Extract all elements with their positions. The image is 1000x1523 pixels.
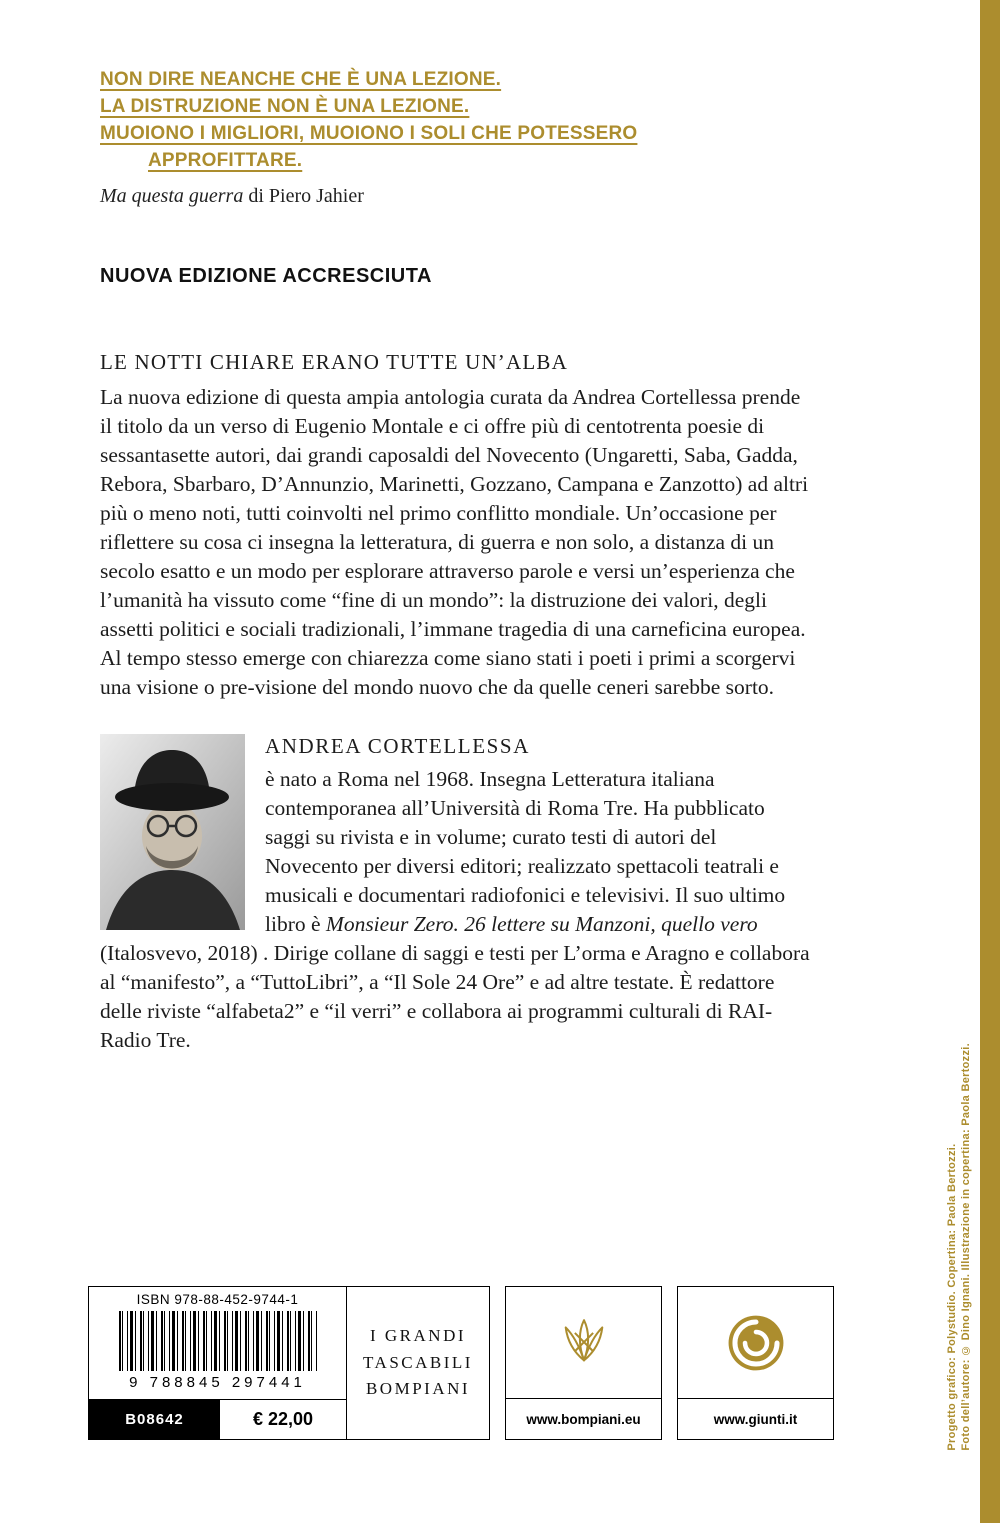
barcode-series-box: [88, 1286, 490, 1440]
footer-bar: [88, 1286, 834, 1440]
bompiani-flower-icon: [552, 1311, 616, 1375]
author-photo: [100, 734, 245, 930]
epigraph-line-text: NON DIRE NEANCHE CHE È UNA LEZIONE.: [100, 69, 502, 90]
credits-vertical-text: [945, 1043, 973, 1451]
epigraph-quote: [100, 66, 812, 174]
author-bio-continued: Il suo ultimo libro è: [265, 883, 786, 936]
series-line: I GRANDI: [369, 1326, 467, 1346]
epigraph-line: [148, 147, 812, 174]
synopsis-body: La nuova edizione di questa ampia antologia curata da Andrea Cortellessa prende il titolo da un verso di Eugenio Montale e ci offre più di centotrenta poesie di sessantasette autori, dai grandi caposaldi del Novecento (Ungaretti, Saba, Gadda, Rebora, Sbarbaro, D’Annunzio, Marinetti, Gozzano, Campana e Zanzotto) ad altri più o meno noti, tutti coinvolti nel primo conflitto mondiale. Un’occasione per riflettere su cosa ci insegna la letteratura, di guerra e non solo, a distanza di un secolo esatto e un modo per esplorare attraverso parole e versi un’esperienza che l’umanità ha vissuto come “fine di un mondo”: la distruzione dei valori, degli assetti politici e sociali tradizionali, l’immane tragedia di una carneficina europea. Al tempo stesso emerge con chiarezza come siano stati i poeti i primi a scorgervi una visione o pre-visione del mondo nuovo che da quelle ceneri sarebbe sorto.: [100, 385, 809, 699]
author-name: ANDREA CORTELLESSA: [265, 734, 530, 758]
series-line: BOMPIANI: [365, 1379, 471, 1399]
main-content: [100, 66, 812, 1055]
epigraph-line: [100, 120, 812, 147]
giunti-logo-area: [678, 1287, 833, 1398]
series-label: [346, 1287, 489, 1439]
barcode-block: [89, 1287, 346, 1399]
author-section: [100, 730, 812, 1055]
spine-stripe: [980, 0, 1000, 1523]
epigraph-line: [100, 93, 812, 120]
bompiani-logo-area: [506, 1287, 661, 1398]
giunti-site: www.giunti.it: [678, 1398, 833, 1439]
credits-line-design: Progetto grafico: Polystudio. Copertina: Paola Bertozzi.: [946, 1143, 958, 1451]
author-bio-start: è nato a Roma nel 1968. Insegna Letteratura italiana contemporanea all’Università di Roma Tre. Ha pubblicato saggi su rivista e in volume; curato testi di autori del Novecento per diversi editori; realizzato spettacoli teatrali e musicali e documentari radiofonici e televisivi.: [265, 767, 779, 907]
epigraph-line-text: LA DISTRUZIONE NON È UNA LEZIONE.: [100, 96, 470, 117]
epigraph-line: [100, 66, 812, 93]
edition-code: B08642: [89, 1400, 220, 1439]
author-bio-end: (Italosvevo, 2018) . Dirige collane di saggi e testi per L’orma e Aragno e collabora al “manifesto”, a “TuttoLibri”, a “Il Sole 24 Ore” e ad altre testate. È redattore delle riviste “alfabeta2” e “il verri” e collabora ai programmi culturali di RAI-Radio Tre.: [100, 941, 810, 1052]
price: € 22,00: [252, 1409, 314, 1429]
ean-barcode: [119, 1311, 317, 1371]
giunti-swirl-icon: [724, 1311, 788, 1375]
epigraph-source: [100, 183, 812, 209]
synopsis-title: LE NOTTI CHIARE ERANO TUTTE UN’ALBA: [100, 350, 568, 374]
credits-line-photo: Foto dell’autore: © Dino Ignani. Illustrazione in copertina: Paola Bertozzi.: [960, 1043, 972, 1451]
isbn-label: ISBN 978-88-452-9744-1: [136, 1292, 299, 1307]
bompiani-site: www.bompiani.eu: [506, 1398, 661, 1439]
series-line: TASCABILI: [363, 1352, 473, 1372]
code-price-row: [89, 1399, 346, 1439]
epigraph-line-text: APPROFITTARE.: [148, 150, 303, 171]
epigraph-source-title: Ma questa guerra: [100, 185, 244, 207]
barcode-digits: 9 788845 297441: [129, 1374, 306, 1391]
author-book-title: Monsieur Zero. 26 lettere su Manzoni, quello vero: [325, 912, 758, 936]
epigraph-line-text: MUOIONO I MIGLIORI, MUOIONO I SOLI CHE POTESSERO: [100, 123, 638, 144]
edition-banner: NUOVA EDIZIONE ACCRESCIUTA: [100, 265, 432, 287]
bompiani-box: [505, 1286, 662, 1440]
epigraph-source-author: di Piero Jahier: [243, 185, 364, 207]
giunti-box: [677, 1286, 834, 1440]
